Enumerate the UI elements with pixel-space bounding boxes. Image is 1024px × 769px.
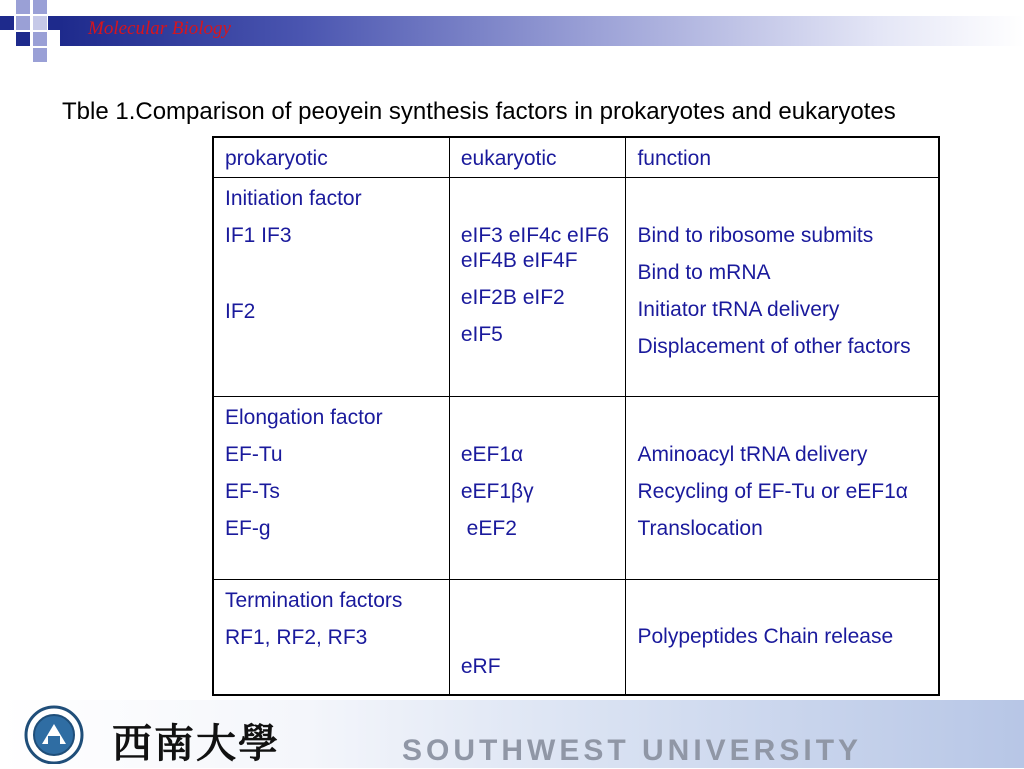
table-header-row [213,137,939,178]
elongation-prokaryotic-cell [213,397,449,580]
cell-text: IF2 [225,300,256,323]
cell-text: Elongation factor [225,406,383,429]
cell-text: EF-g [225,517,271,540]
elongation-eukaryotic-cell [449,397,626,580]
cell-text: Polypeptides Chain release [637,625,894,648]
university-seal-icon [4,704,98,764]
cell-text: IF1 IF3 [225,224,292,247]
cell-text: eEF2 [460,517,517,540]
table-row-initiation [213,178,939,397]
cell-text: Bind to mRNA [637,261,771,284]
cell-text: Initiation factor [225,187,362,210]
initiation-eukaryotic-cell [449,178,626,397]
cell-text: EF-Tu [225,443,283,466]
cell-text: Initiator tRNA delivery [637,298,840,321]
cell-text: eEF1βγ [460,480,534,503]
initiation-function-cell [626,178,939,397]
cell-text: Translocation [637,517,763,540]
cell-text: Termination factors [225,589,403,612]
header-eukaryotic: eukaryotic [449,137,626,178]
initiation-prokaryotic-cell [213,178,449,397]
elongation-function-cell [626,397,939,580]
header-function: function [626,137,939,178]
table-row-termination [213,580,939,695]
termination-function-cell [626,580,939,695]
university-name-chinese: 西南大學 [112,720,280,767]
corner-decoration [0,0,60,62]
cell-text: eRF [460,655,501,678]
cell-text: eIF2B eIF2 [460,286,565,309]
table-row-elongation [213,397,939,580]
university-name-english: SOUTHWEST UNIVERSITY [402,734,863,767]
termination-prokaryotic-cell [213,580,449,695]
cell-text: Displacement of other factors [637,335,911,358]
cell-text: Bind to ribosome submits [637,224,874,247]
cell-text: Aminoacyl tRNA delivery [637,443,868,466]
cell-text: RF1, RF2, RF3 [225,626,368,649]
factors-table [212,136,940,696]
header-prokaryotic: prokaryotic [213,137,449,178]
cell-text: EF-Ts [225,480,280,503]
cell-text: eEF1α [460,443,524,466]
termination-eukaryotic-cell [449,580,626,695]
cell-text: eIF3 eIF4c eIF6 eIF4B eIF4F [460,224,610,272]
course-title: Molecular Biology [88,18,231,39]
cell-text: Recycling of EF-Tu or eEF1α [637,480,908,503]
cell-text: eIF5 [460,323,503,346]
slide-title: Tble 1.Comparison of peoyein synthesis factors in prokaryotes and eukaryotes [62,98,896,125]
